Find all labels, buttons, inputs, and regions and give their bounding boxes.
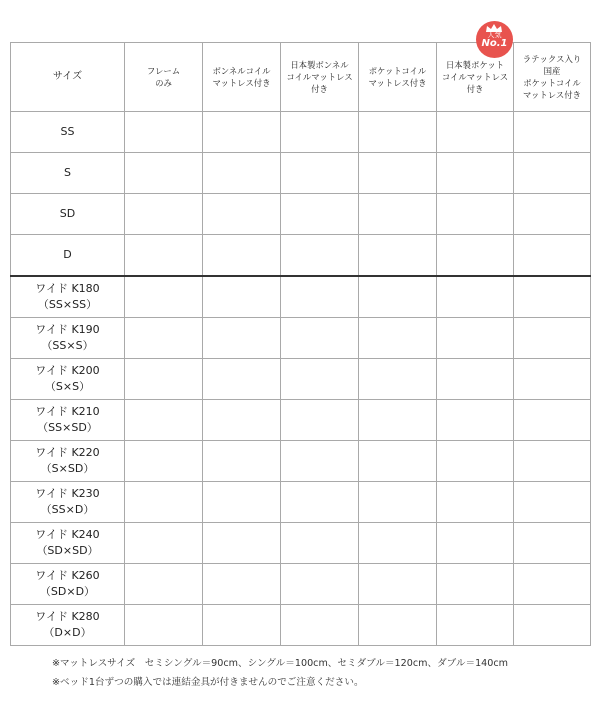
- table-row: [11, 235, 591, 277]
- table-cell: [359, 276, 437, 318]
- table-cell: [437, 482, 514, 523]
- size-label: ワイド K280: [35, 610, 100, 623]
- header-line: ポケットコイル: [368, 66, 427, 76]
- popularity-badge: [476, 21, 513, 58]
- size-combination: （SS×SD）: [37, 421, 98, 434]
- table-row: [11, 523, 591, 564]
- table-cell: [125, 482, 203, 523]
- size-cell: [11, 112, 125, 153]
- table-cell: [359, 235, 437, 277]
- footnotes: [52, 654, 508, 692]
- badge-popular-text: 人気: [487, 31, 502, 39]
- size-combination: （S×S）: [44, 380, 91, 393]
- mattress-size-note: ※マットレスサイズ セミシングル＝90cm、シングル＝100cm、セミダブル＝120cm、ダブル＝140cm: [52, 658, 509, 669]
- header-line: のみ: [155, 78, 172, 88]
- size-cell: [11, 523, 125, 564]
- header-frame-only: [125, 43, 203, 112]
- table-cell: [359, 564, 437, 605]
- table-cell: [125, 153, 203, 194]
- table-cell: [125, 523, 203, 564]
- header-line: 付き: [466, 84, 484, 94]
- table-cell: [514, 359, 591, 400]
- table-cell: [359, 359, 437, 400]
- size-label: ワイド K180: [35, 282, 100, 295]
- table-cell: [437, 153, 514, 194]
- header-line: 付き: [311, 84, 328, 94]
- table-cell: [203, 112, 281, 153]
- table-cell: [203, 441, 281, 482]
- table-cell: [437, 194, 514, 235]
- table-cell: [514, 276, 591, 318]
- table-cell: [514, 400, 591, 441]
- table-cell: [359, 153, 437, 194]
- table-cell: [281, 400, 359, 441]
- table-cell: [514, 235, 591, 277]
- size-cell: [11, 564, 125, 605]
- header-japan-pocket-coil: [437, 31, 514, 112]
- header-line: ポケットコイル: [523, 78, 581, 88]
- table-cell: [437, 523, 514, 564]
- table-cell: [514, 318, 591, 359]
- table-cell: [437, 564, 514, 605]
- table-cell: [437, 359, 514, 400]
- table-cell: [203, 235, 281, 277]
- header-line: ボンネルコイル: [212, 66, 271, 76]
- header-size: [11, 43, 125, 112]
- table-cell: [203, 605, 281, 646]
- header-line: 国産: [543, 66, 561, 76]
- table-row: [11, 359, 591, 400]
- table-cell: [514, 441, 591, 482]
- size-price-table: [10, 31, 591, 646]
- header-line: 日本製ポケット: [445, 60, 505, 70]
- size-cell: [11, 400, 125, 441]
- table-cell: [437, 112, 514, 153]
- table-cell: [281, 318, 359, 359]
- table-cell: [437, 318, 514, 359]
- table-cell: [281, 605, 359, 646]
- table-cell: [437, 235, 514, 277]
- size-label: SS: [60, 125, 75, 138]
- header-japan-bonnell-coil: [281, 43, 359, 112]
- table-row: [11, 564, 591, 605]
- table-cell: [281, 564, 359, 605]
- size-combination: （SS×D）: [40, 503, 95, 516]
- size-cell: [11, 153, 125, 194]
- table-cell: [359, 605, 437, 646]
- table-cell: [125, 235, 203, 277]
- table-cell: [203, 482, 281, 523]
- size-combination: （SD×SD）: [36, 544, 99, 557]
- table-cell: [203, 318, 281, 359]
- table-cell: [125, 112, 203, 153]
- table-cell: [203, 153, 281, 194]
- table-cell: [281, 194, 359, 235]
- table-cell: [437, 276, 514, 318]
- table-cell: [514, 482, 591, 523]
- table-header-row: [11, 43, 591, 112]
- header-line: サイズ: [52, 71, 83, 82]
- table-cell: [125, 194, 203, 235]
- size-label: ワイド K190: [35, 323, 100, 336]
- size-combination: （SD×D）: [39, 585, 96, 598]
- table-cell: [359, 318, 437, 359]
- size-label: SD: [59, 207, 76, 220]
- size-label: S: [64, 166, 71, 179]
- size-label: ワイド K200: [35, 364, 100, 377]
- table-cell: [203, 194, 281, 235]
- table-cell: [203, 276, 281, 318]
- size-label: ワイド K230: [35, 487, 100, 500]
- header-line: マットレス付き: [368, 78, 427, 88]
- size-label: ワイド K210: [35, 405, 100, 418]
- table-row: [11, 194, 591, 235]
- size-combination: （SS×S）: [41, 339, 94, 352]
- table-cell: [359, 441, 437, 482]
- table-cell: [125, 359, 203, 400]
- table-row: [11, 605, 591, 646]
- table-cell: [125, 400, 203, 441]
- header-line: コイルマットレス: [286, 72, 353, 82]
- header-line: コイルマットレス: [441, 72, 509, 82]
- table-cell: [125, 605, 203, 646]
- table-cell: [203, 564, 281, 605]
- size-label: ワイド K240: [35, 528, 100, 541]
- size-cell: [11, 194, 125, 235]
- size-label: D: [63, 248, 72, 261]
- table-cell: [514, 564, 591, 605]
- table-row: [11, 153, 591, 194]
- size-cell: [11, 359, 125, 400]
- table-cell: [359, 112, 437, 153]
- header-line: マットレス付き: [212, 78, 271, 88]
- table-cell: [125, 318, 203, 359]
- table-cell: [359, 523, 437, 564]
- table-cell: [203, 400, 281, 441]
- size-table-wrapper: [10, 31, 590, 646]
- size-cell: [11, 318, 125, 359]
- size-combination: （D×D）: [43, 626, 92, 639]
- table-cell: [359, 194, 437, 235]
- table-cell: [437, 605, 514, 646]
- table-row: [11, 400, 591, 441]
- table-cell: [359, 482, 437, 523]
- table-row: [11, 482, 591, 523]
- table-cell: [514, 605, 591, 646]
- table-cell: [281, 276, 359, 318]
- table-cell: [359, 400, 437, 441]
- header-bonnell-coil: [203, 43, 281, 112]
- table-body: [11, 112, 591, 646]
- table-cell: [281, 112, 359, 153]
- header-line: 日本製ボンネル: [290, 60, 349, 70]
- table-cell: [125, 441, 203, 482]
- header-line: フレーム: [146, 66, 181, 76]
- table-cell: [281, 523, 359, 564]
- table-cell: [125, 276, 203, 318]
- header-pocket-coil: [359, 43, 437, 112]
- header-latex-pocket-coil: [514, 43, 591, 112]
- header-line: ラテックス入り: [522, 54, 582, 64]
- badge-rank-text: No.1: [481, 38, 508, 49]
- table-cell: [514, 153, 591, 194]
- table-cell: [281, 359, 359, 400]
- size-label: ワイド K220: [35, 446, 100, 459]
- size-cell: [11, 235, 125, 277]
- header-line: マットレス付き: [522, 90, 582, 100]
- table-cell: [281, 153, 359, 194]
- table-cell: [281, 441, 359, 482]
- size-combination: （SS×SS）: [37, 298, 98, 311]
- table-cell: [437, 441, 514, 482]
- table-cell: [203, 359, 281, 400]
- table-cell: [514, 523, 591, 564]
- size-cell: [11, 276, 125, 318]
- size-cell: [11, 441, 125, 482]
- table-row: [11, 318, 591, 359]
- table-row: [11, 112, 591, 153]
- size-cell: [11, 605, 125, 646]
- connector-note: ※ベッド1台ずつの購入では連結金具が付きませんのでご注意ください。: [52, 677, 364, 688]
- table-row: [11, 441, 591, 482]
- size-cell: [11, 482, 125, 523]
- table-row: [11, 276, 591, 318]
- table-cell: [203, 523, 281, 564]
- table-cell: [514, 112, 591, 153]
- table-cell: [514, 194, 591, 235]
- size-label: ワイド K260: [35, 569, 100, 582]
- size-combination: （S×SD）: [40, 462, 95, 475]
- table-cell: [125, 564, 203, 605]
- table-cell: [281, 482, 359, 523]
- table-cell: [437, 400, 514, 441]
- table-cell: [281, 235, 359, 277]
